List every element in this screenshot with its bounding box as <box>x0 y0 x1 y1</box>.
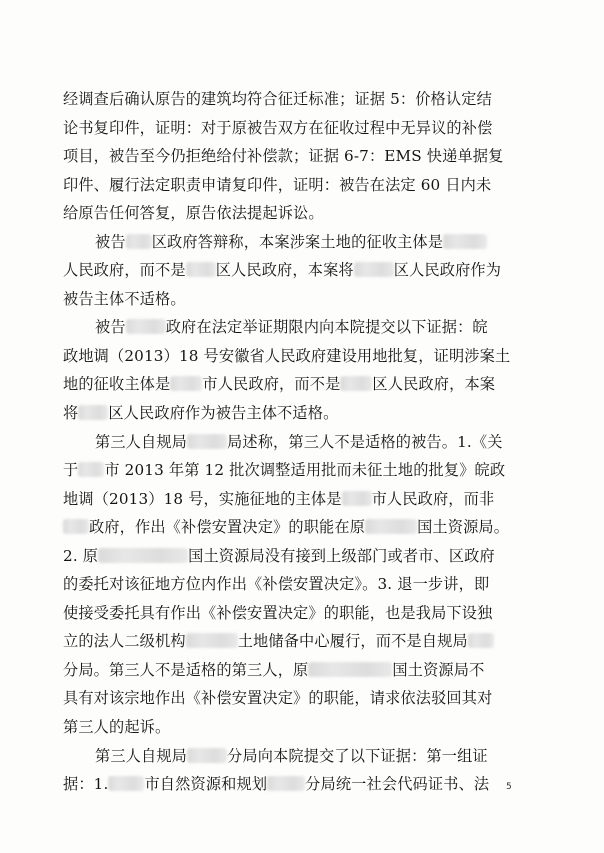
text-segment: 人民政府，而不是 <box>63 261 186 280</box>
text-segment: 给原告任何答复，原告依法提起诉讼。 <box>63 204 324 223</box>
text-line <box>63 85 543 114</box>
text-segment: 政府在法定举证期限内向本院提交以下证据：皖 <box>165 318 488 337</box>
text-segment: 具有对该宗地作出《补偿安置决定》的职能，请求依法驳回其对 <box>63 689 493 708</box>
text-line <box>63 456 543 485</box>
redacted-text <box>308 662 392 677</box>
redacted-text <box>443 234 487 249</box>
text-segment: 分局统一社会代码证书、法 <box>305 775 490 794</box>
text-segment: 区人民政府作为 <box>393 261 502 280</box>
redacted-text <box>186 633 238 648</box>
text-segment: 经调查后确认原告的建筑均符合征迁标准；证据 5：价格认定结 <box>63 90 492 108</box>
text-segment: 区人民政府，本案 <box>372 375 496 394</box>
text-segment: 市人民政府，而不是 <box>202 375 341 394</box>
text-line <box>63 627 543 656</box>
text-line <box>63 114 543 143</box>
text-segment: 国土资源局没有接到上级部门或者市、区政府 <box>188 546 495 565</box>
redacted-text <box>187 748 227 763</box>
text-segment: 局述称，第三人不是适格的被告。1.《关 <box>227 432 503 451</box>
text-segment: 第三人自规局 <box>95 746 188 765</box>
text-segment: 论书复印件，证明：对于原被告双方在征收过程中无异议的补偿 <box>63 118 493 137</box>
redacted-text <box>342 491 372 506</box>
text-segment: 市自然资源和规划 <box>144 775 268 794</box>
text-line <box>63 570 543 599</box>
text-line <box>63 513 543 542</box>
document-body <box>63 85 543 799</box>
redacted-text <box>63 519 89 534</box>
text-segment: 地调（2013）18 号，实施征地的主体是 <box>63 489 342 508</box>
text-segment: 据：1. <box>63 775 109 794</box>
text-segment: 项目，被告至今仍拒绝给付补偿款；证据 6-7：EMS 快递单据复 <box>63 147 504 166</box>
text-segment: 印件、履行法定职责申请复印件，证明：被告在法定 60 日内未 <box>63 175 492 194</box>
text-segment: 分局向本院提交了以下证据：第一组证 <box>227 746 488 765</box>
text-line <box>63 342 543 371</box>
text-line <box>63 399 543 428</box>
text-segment: 第三人自规局 <box>95 432 188 451</box>
redacted-text <box>78 405 108 420</box>
redacted-text <box>108 776 144 791</box>
redacted-text <box>340 376 372 391</box>
text-segment: 区政府答辩称，本案涉案土地的征收主体是 <box>151 232 444 251</box>
text-segment: 市人民政府，而非 <box>371 489 495 508</box>
text-line <box>63 313 543 342</box>
text-line <box>63 428 543 457</box>
redacted-text <box>187 434 227 449</box>
redacted-text <box>126 234 152 249</box>
page-number: 5 <box>506 782 512 792</box>
text-segment: 2. 原 <box>63 546 99 565</box>
text-segment: 国土资源局不 <box>392 660 485 679</box>
text-segment: 土地储备中心履行，而不是自规局 <box>237 632 468 651</box>
text-line <box>63 742 543 771</box>
text-line <box>63 485 543 514</box>
text-segment: 区人民政府作为被告主体不适格。 <box>108 404 339 423</box>
text-line <box>63 171 543 200</box>
text-line <box>63 142 543 171</box>
text-segment: 政地调（2013）18 号安徽省人民政府建设用地批复，证明涉案土 <box>63 346 511 365</box>
text-line <box>63 770 543 799</box>
text-line <box>63 713 543 742</box>
text-segment: 将 <box>63 404 79 423</box>
text-segment: 使接受委托具有作出《补偿安置决定》的职能，也是我局下设独 <box>63 603 493 622</box>
text-segment: 地的征收主体是 <box>63 375 171 394</box>
text-segment: 于 <box>63 461 79 480</box>
redacted-text <box>170 376 202 391</box>
text-segment: 被告主体不适格。 <box>63 289 186 308</box>
text-line <box>63 599 543 628</box>
text-line <box>63 228 543 257</box>
text-line <box>63 542 543 571</box>
redacted-text <box>126 319 166 334</box>
text-line <box>63 684 543 713</box>
text-segment: 的委托对该征地方位内作出《补偿安置决定》。3. 退一步讲，即 <box>63 575 490 594</box>
text-segment: 第三人的起诉。 <box>63 718 171 737</box>
text-segment: 被告 <box>95 232 126 251</box>
redacted-text <box>468 633 494 648</box>
text-line <box>63 656 543 685</box>
text-segment: 市 2013 年第 12 批次调整适用批而未征土地的批复》皖政 <box>104 461 506 480</box>
text-line <box>63 370 543 399</box>
text-line <box>63 256 543 285</box>
text-segment: 区人民政府，本案将 <box>215 261 354 280</box>
redacted-text <box>98 548 188 563</box>
redacted-text <box>267 776 305 791</box>
redacted-text <box>365 519 417 534</box>
redacted-text <box>78 462 104 477</box>
text-line <box>63 285 543 314</box>
redacted-text <box>354 262 394 277</box>
text-line <box>63 199 543 228</box>
text-segment: 立的法人二级机构 <box>63 632 186 651</box>
text-segment: 被告 <box>95 318 126 337</box>
redacted-text <box>186 262 216 277</box>
text-segment: 分局。第三人不是适格的第三人，原 <box>63 660 309 679</box>
text-segment: 国土资源局。 <box>417 518 510 537</box>
text-segment: 政府，作出《补偿安置决定》的职能在原 <box>89 518 366 537</box>
